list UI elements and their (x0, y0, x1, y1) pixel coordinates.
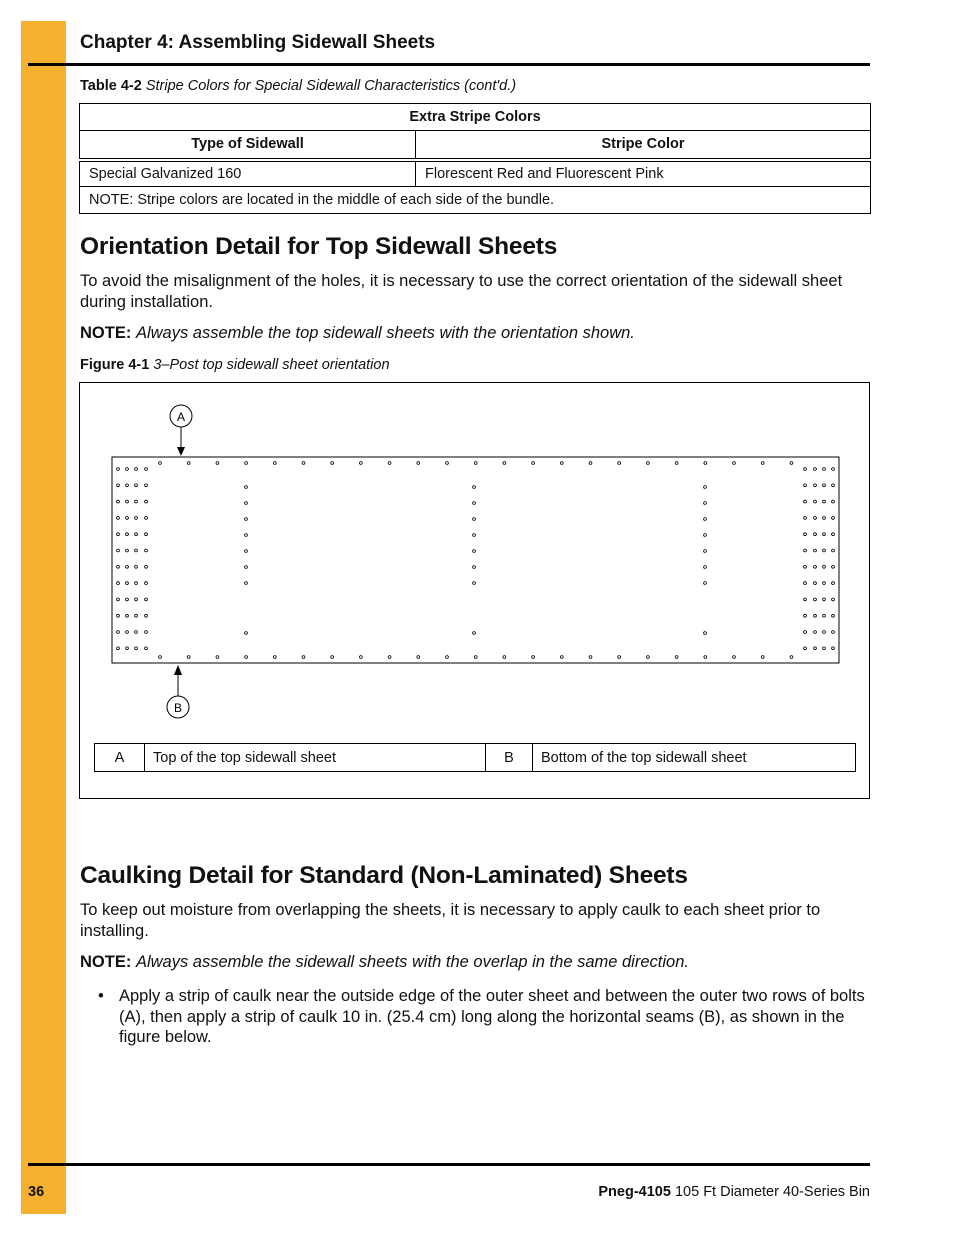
bolt-hole (145, 468, 148, 471)
bolt-hole (302, 462, 305, 465)
bolt-hole (126, 565, 129, 568)
bolt-hole (814, 631, 817, 634)
table-row (80, 160, 871, 187)
table-cell: Special Galvanized 160 (80, 160, 416, 187)
bolt-hole (761, 656, 764, 659)
bolt-hole (245, 632, 248, 635)
chapter-tab-sidebar (21, 21, 66, 1214)
bolt-hole (117, 484, 120, 487)
bolt-hole (135, 614, 138, 617)
bolt-hole (135, 500, 138, 503)
bolt-hole (473, 632, 476, 635)
bolt-hole (704, 656, 707, 659)
bolt-hole (560, 656, 563, 659)
bolt-hole (823, 517, 826, 520)
bolt-hole (823, 549, 826, 552)
bolt-hole (814, 598, 817, 601)
bolt-hole (145, 484, 148, 487)
bolt-hole (216, 462, 219, 465)
figure-caption-label: Figure 4-1 (80, 357, 150, 373)
bolt-hole (302, 656, 305, 659)
bolt-hole (273, 656, 276, 659)
bolt-hole (832, 468, 835, 471)
bolt-hole (823, 631, 826, 634)
bolt-hole (823, 468, 826, 471)
bolt-hole (704, 632, 707, 635)
bolt-hole (804, 533, 807, 536)
bolt-hole (814, 582, 817, 585)
bolt-hole (823, 484, 826, 487)
bolt-hole (704, 534, 707, 537)
bolt-hole (446, 462, 449, 465)
bolt-hole (145, 549, 148, 552)
note-orientation (80, 324, 870, 343)
bolt-hole (126, 468, 129, 471)
legend-text: Bottom of the top sidewall sheet (533, 744, 856, 772)
bolt-hole (417, 656, 420, 659)
figure-caption-text: 3–Post top sidewall sheet orientation (153, 357, 390, 373)
bolt-hole (473, 534, 476, 537)
bolt-hole (126, 533, 129, 536)
bolt-hole (145, 614, 148, 617)
section-heading-caulking: Caulking Detail for Standard (Non-Laminated) Sheets (80, 862, 688, 889)
bolt-hole (832, 598, 835, 601)
bolt-hole (823, 500, 826, 503)
callout-a-arrowhead (177, 447, 185, 456)
column-header: Type of Sidewall (80, 131, 416, 160)
bolt-hole (814, 533, 817, 536)
figure-box (79, 382, 870, 799)
bolt-hole (331, 656, 334, 659)
bolt-hole (117, 549, 120, 552)
bolt-hole (245, 656, 248, 659)
bolt-hole (388, 462, 391, 465)
bolt-hole (126, 549, 129, 552)
bolt-hole (126, 614, 129, 617)
bolt-hole (145, 582, 148, 585)
bolt-hole (503, 656, 506, 659)
bolt-hole (117, 647, 120, 650)
bolt-hole (823, 598, 826, 601)
bolt-hole (135, 484, 138, 487)
bolt-hole (117, 582, 120, 585)
bolt-hole (823, 582, 826, 585)
footer-doc-info (598, 1184, 870, 1200)
bolt-hole (804, 468, 807, 471)
bolt-hole (832, 549, 835, 552)
table-cell: Florescent Red and Fluorescent Pink (416, 160, 871, 187)
bolt-hole (473, 518, 476, 521)
bolt-hole (814, 517, 817, 520)
legend-row (95, 744, 856, 772)
bolt-hole (704, 518, 707, 521)
bolt-hole (804, 517, 807, 520)
note-caulking (80, 953, 870, 972)
stripe-colors-table (79, 103, 871, 214)
header-rule (28, 63, 870, 66)
table-caption-label: Table 4-2 (80, 78, 142, 94)
bolt-hole (126, 484, 129, 487)
bolt-hole (135, 647, 138, 650)
bolt-hole (804, 631, 807, 634)
bolt-hole (360, 462, 363, 465)
bolt-hole (135, 598, 138, 601)
bolt-hole (245, 462, 248, 465)
note-label: NOTE: (80, 953, 132, 971)
bolt-hole (117, 533, 120, 536)
bolt-hole (145, 631, 148, 634)
legend-text: Top of the top sidewall sheet (145, 744, 486, 772)
bolt-hole (126, 500, 129, 503)
callout-b-arrowhead (174, 665, 182, 675)
bolt-hole (823, 565, 826, 568)
bolt-hole (117, 598, 120, 601)
bolt-hole (117, 517, 120, 520)
bolt-hole (804, 614, 807, 617)
footer-doc-title: 105 Ft Diameter 40-Series Bin (674, 1184, 870, 1200)
bolt-hole (704, 462, 707, 465)
bolt-hole (145, 533, 148, 536)
bolt-hole (532, 462, 535, 465)
section-body-orientation: To avoid the misalignment of the holes, it is necessary to use the correct orientation of the sidewall sheet during installation. (80, 272, 843, 311)
bolt-hole (814, 614, 817, 617)
bolt-hole (159, 656, 162, 659)
bolt-hole (804, 565, 807, 568)
bolt-hole (145, 517, 148, 520)
bolt-hole (790, 656, 793, 659)
bolt-hole (245, 486, 248, 489)
bolt-hole (823, 533, 826, 536)
bolt-hole (647, 462, 650, 465)
bullet-text: Apply a strip of caulk near the outside edge of the outer sheet and between the outer two rows of bolts (A), then apply a strip of caulk 10 in. (25.4 cm) long along the horizontal seams (B), as shown in the figure below. (119, 987, 865, 1046)
chapter-title: Chapter 4: Assembling Sidewall Sheets (80, 32, 436, 53)
callout-a-label: A (176, 410, 186, 424)
bolt-holes (117, 462, 835, 659)
bolt-hole (117, 565, 120, 568)
bolt-hole (832, 647, 835, 650)
bolt-hole (814, 565, 817, 568)
footer-rule (28, 1163, 870, 1166)
bolt-hole (245, 566, 248, 569)
bolt-hole (360, 656, 363, 659)
bolt-hole (733, 656, 736, 659)
bolt-hole (704, 550, 707, 553)
note-text: Always assemble the sidewall sheets with the overlap in the same direction. (135, 953, 689, 971)
bolt-hole (832, 582, 835, 585)
bolt-hole (126, 517, 129, 520)
section-heading-orientation: Orientation Detail for Top Sidewall Sheets (80, 233, 558, 260)
bolt-hole (832, 500, 835, 503)
note-label: NOTE: (80, 324, 132, 342)
bolt-hole (417, 462, 420, 465)
bolt-hole (790, 462, 793, 465)
bolt-hole (733, 462, 736, 465)
bolt-hole (126, 582, 129, 585)
bolt-hole (135, 533, 138, 536)
bolt-hole (126, 598, 129, 601)
bolt-hole (814, 500, 817, 503)
bolt-hole (216, 656, 219, 659)
bolt-hole (187, 462, 190, 465)
bolt-hole (804, 549, 807, 552)
bolt-hole (245, 518, 248, 521)
legend-key: B (486, 744, 533, 772)
bolt-hole (245, 550, 248, 553)
bolt-hole (832, 565, 835, 568)
bolt-hole (273, 462, 276, 465)
bolt-hole (245, 502, 248, 505)
bolt-hole (187, 656, 190, 659)
bolt-hole (135, 631, 138, 634)
bolt-hole (814, 484, 817, 487)
bolt-hole (474, 462, 477, 465)
bolt-hole (474, 656, 477, 659)
bolt-hole (832, 614, 835, 617)
bolt-hole (832, 533, 835, 536)
bolt-hole (804, 484, 807, 487)
bolt-hole (245, 534, 248, 537)
bolt-hole (117, 614, 120, 617)
section-body-caulking: To keep out moisture from overlapping the sheets, it is necessary to apply caulk to each sheet prior to installing. (80, 901, 821, 940)
bolt-hole (145, 500, 148, 503)
bolt-hole (804, 598, 807, 601)
bolt-hole (126, 647, 129, 650)
bolt-hole (446, 656, 449, 659)
bolt-hole (618, 462, 621, 465)
table-group-header: Extra Stripe Colors (80, 104, 871, 131)
bolt-hole (832, 631, 835, 634)
bolt-hole (135, 549, 138, 552)
footer-doc-id: Pneg-4105 (598, 1184, 671, 1200)
legend-key: A (95, 744, 145, 772)
bolt-hole (832, 517, 835, 520)
bolt-hole (704, 486, 707, 489)
bolt-hole (331, 462, 334, 465)
figure-caption (80, 357, 390, 373)
bolt-hole (145, 647, 148, 650)
figure-legend-table (94, 743, 856, 772)
bolt-hole (589, 462, 592, 465)
bolt-hole (804, 582, 807, 585)
bolt-hole (823, 647, 826, 650)
bolt-hole (814, 549, 817, 552)
bolt-hole (159, 462, 162, 465)
bolt-hole (647, 656, 650, 659)
bolt-hole (823, 614, 826, 617)
bolt-hole (388, 656, 391, 659)
bolt-hole (761, 462, 764, 465)
bolt-hole (145, 565, 148, 568)
bolt-hole (117, 631, 120, 634)
bolt-hole (473, 550, 476, 553)
bolt-hole (245, 582, 248, 585)
bolt-hole (832, 484, 835, 487)
bolt-hole (473, 486, 476, 489)
bolt-hole (618, 656, 621, 659)
table-caption (80, 78, 516, 94)
bolt-hole (675, 656, 678, 659)
bolt-hole (675, 462, 678, 465)
bolt-hole (473, 566, 476, 569)
bolt-hole (473, 582, 476, 585)
bolt-hole (503, 462, 506, 465)
page-number: 36 (28, 1184, 45, 1200)
bolt-hole (126, 631, 129, 634)
note-text: Always assemble the top sidewall sheets with the orientation shown. (135, 324, 635, 342)
bolt-hole (704, 582, 707, 585)
bolt-hole (117, 500, 120, 503)
callout-b-label: B (173, 701, 183, 715)
bolt-hole (135, 468, 138, 471)
bolt-hole (473, 502, 476, 505)
bolt-hole (135, 582, 138, 585)
bolt-hole (135, 565, 138, 568)
bolt-hole (117, 468, 120, 471)
bolt-hole (804, 647, 807, 650)
table-note: NOTE: Stripe colors are located in the middle of each side of the bundle. (80, 187, 871, 214)
bolt-hole (814, 468, 817, 471)
sidewall-sheet-diagram (80, 383, 871, 800)
bolt-hole (532, 656, 535, 659)
bolt-hole (560, 462, 563, 465)
bolt-hole (589, 656, 592, 659)
bolt-hole (804, 500, 807, 503)
column-header: Stripe Color (416, 131, 871, 160)
bolt-hole (704, 502, 707, 505)
bolt-hole (135, 517, 138, 520)
table-caption-text: Stripe Colors for Special Sidewall Characteristics (cont'd.) (145, 78, 517, 94)
bolt-hole (145, 598, 148, 601)
bolt-hole (704, 566, 707, 569)
bolt-hole (814, 647, 817, 650)
bullet-icon: • (98, 987, 104, 1005)
